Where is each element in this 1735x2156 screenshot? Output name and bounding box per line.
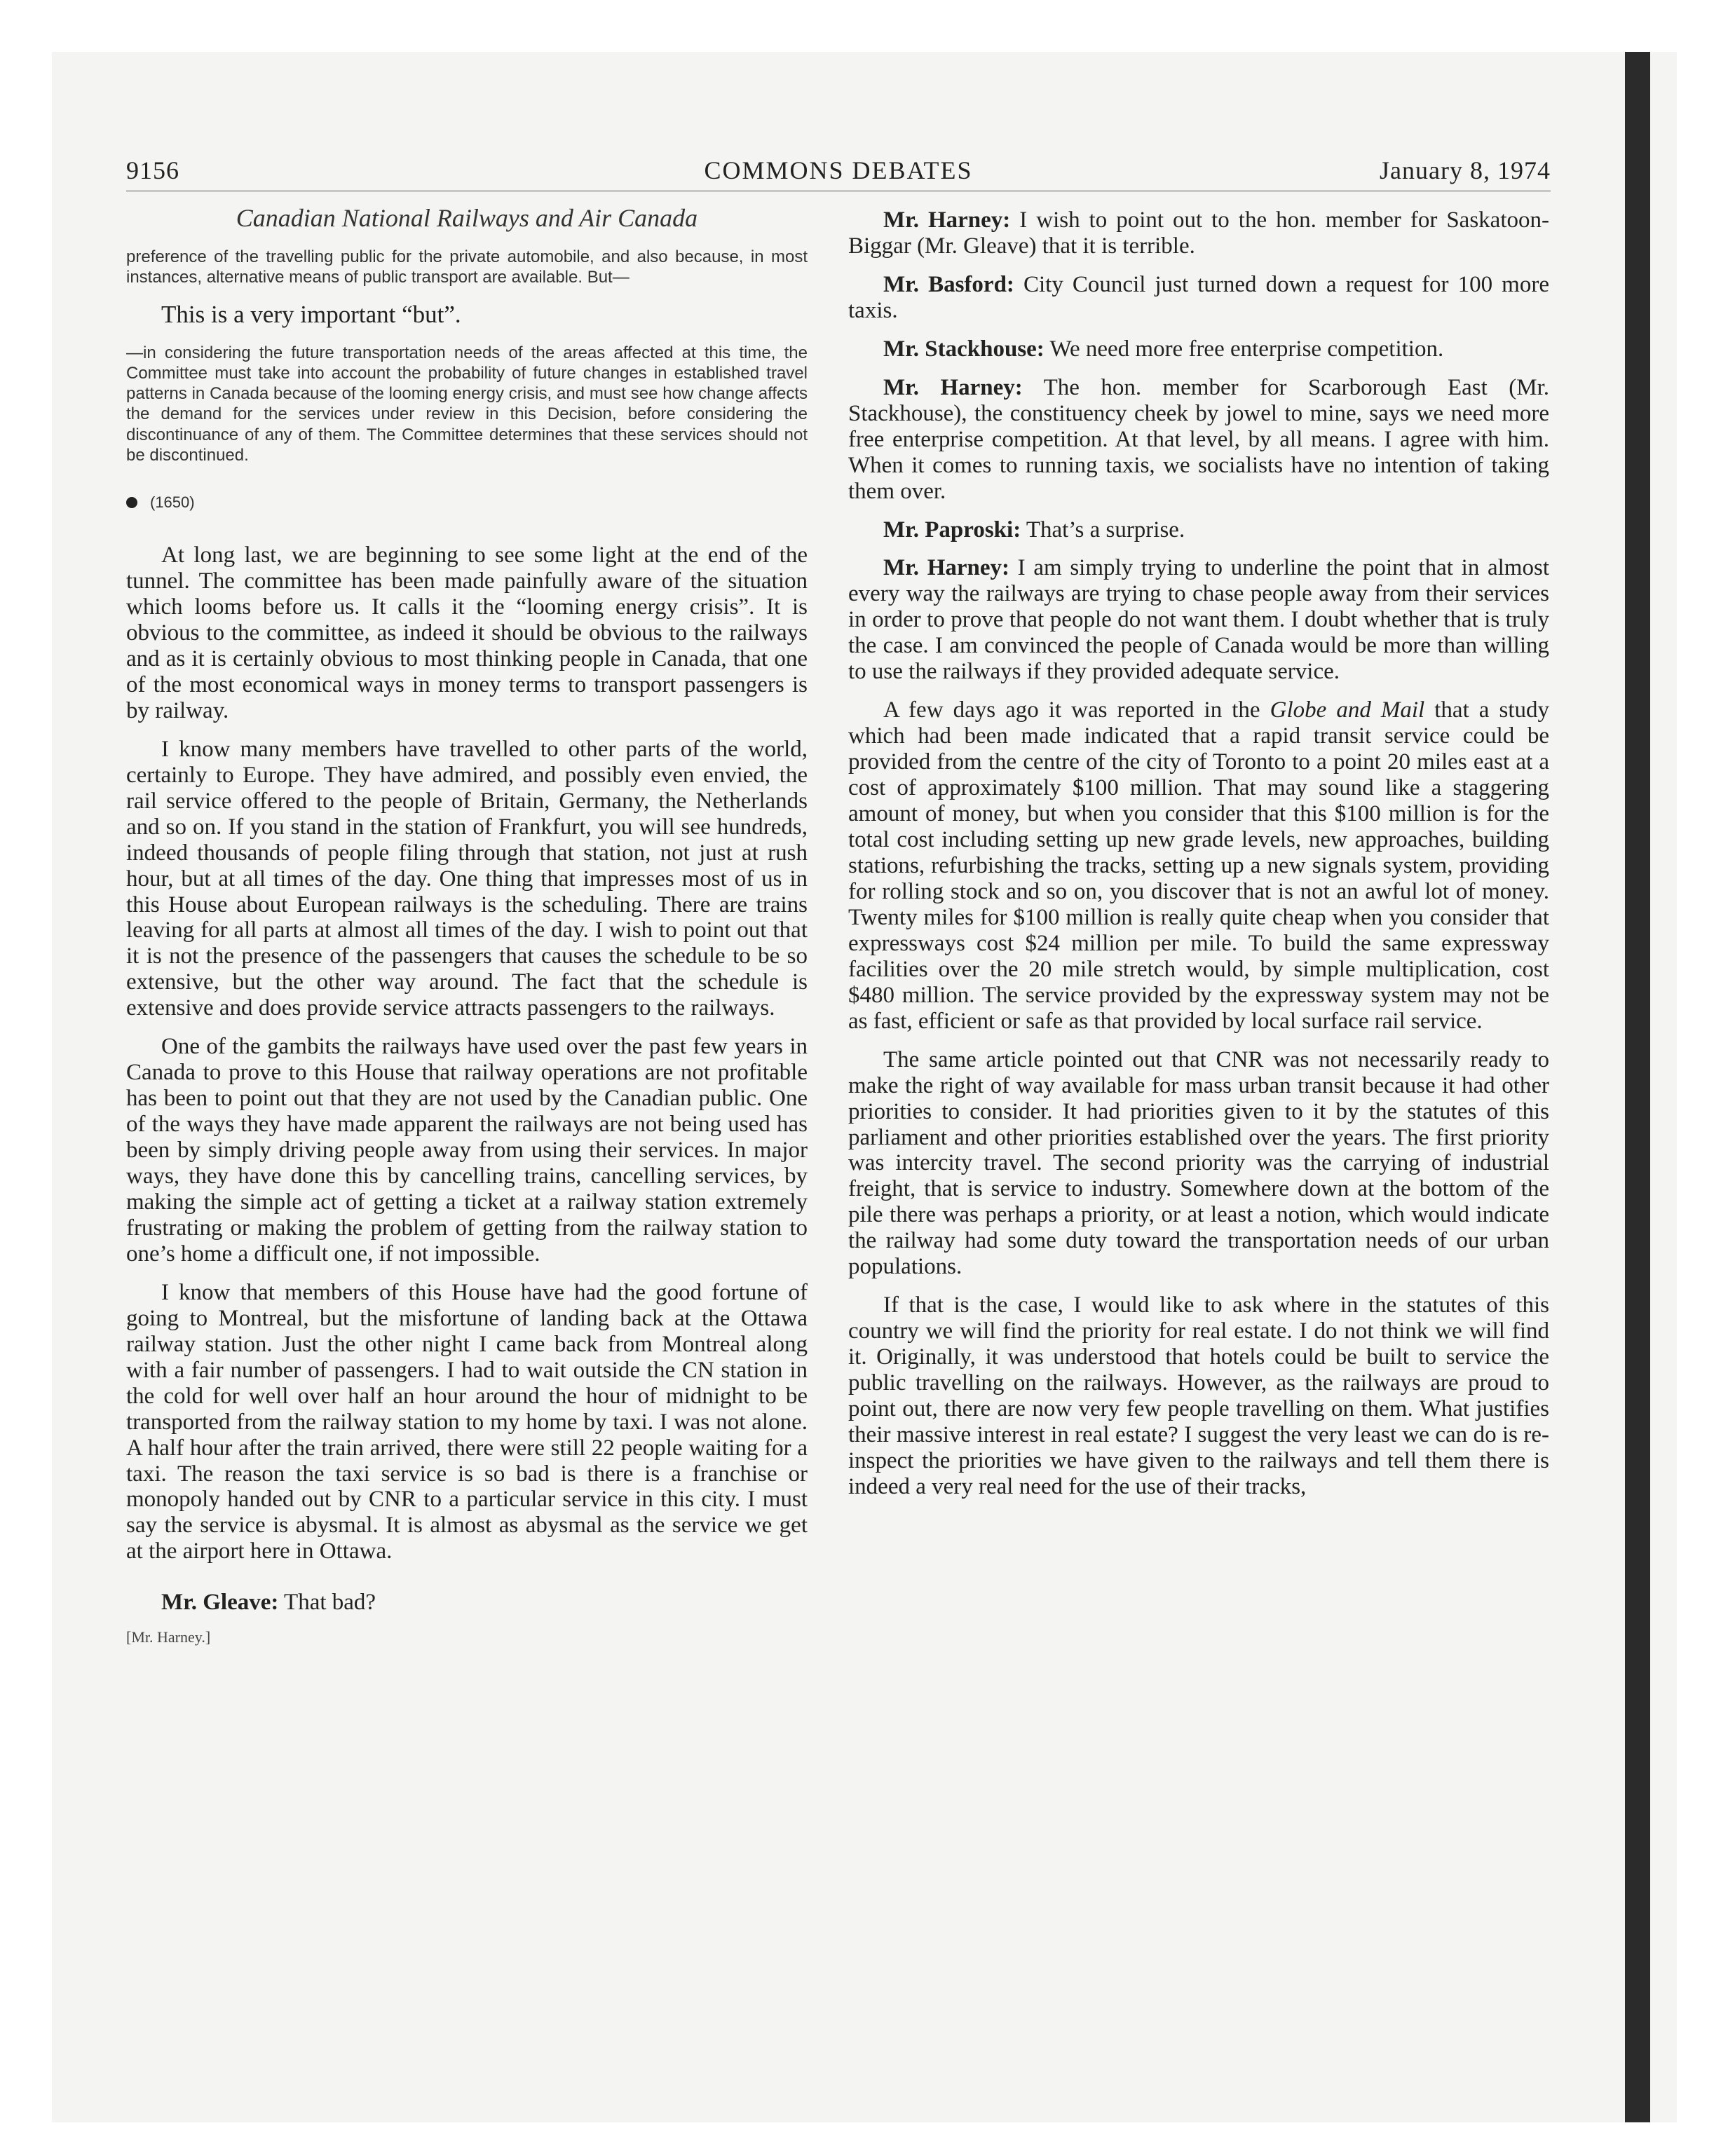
speech-text: That’s a surprise.: [1021, 517, 1185, 543]
speaker-name: Mr. Basford:: [883, 271, 1014, 297]
paragraph: At long last, we are beginning to see some light at the end of the tunnel. The committee has been made painfully aware of the situation which looms before us. It calls it the “looming energy crisis”. It is obvious to the committee, as indeed it should be obvious to the railways and as it is certainly obvious to most thinking people in Canada, that one of the most economical ways in money terms to transport passengers is by railway.: [126, 543, 808, 723]
paragraph-text: that a study which had been made indicated that a rapid transit service could be provided from the centre of the city of Toronto to a point 20 miles east at a cost of approximately $100 million. That may sound like a staggering amount of money, but when you consider that this $100 million is for the total cost including setting up new grade levels, new approaches, building stations, refurbishing the tracks, setting up a new signals system, providing for rolling stock and so on, you discover that is not an awful lot of money. Twenty miles for $100 million is really quite cheap when you consider that expressways cost $24 million per mile. To build the same expressway facilities over the 20 mile stretch would, by simple multiplication, cost $480 million. The service provided by the expressway system may not be as fast, efficient or safe as that provided by local surface rail service.: [848, 697, 1549, 1034]
speaker-name: Mr. Paproski:: [883, 517, 1021, 543]
paragraph-text: A few days ago it was reported in the: [883, 697, 1270, 723]
speaker-entry: [848, 272, 1549, 324]
quoted-decision-part-2: —in considering the future transportation needs of the areas affected at this time, the Committee must take into account the probability of future changes in established travel patterns in Canada because of the looming energy crisis, and must see how change affects the demand for the services under review in this Decision, before considering the discontinuance of any of them. The Committee determines that these services should not be discontinued.: [126, 343, 808, 465]
speaker-entry: [848, 336, 1549, 362]
paragraph: One of the gambits the railways have used over the past few years in Canada to prove to this House that railway operations are not profitable has been to point out that they are not used by the Canadian public. One of the ways they have made apparent the railways are not being used has been by simply driving people away from using their services. In major ways, they have done this by cancelling trains, cancelling services, by making the simple act of getting a ticket at a railway station extremely frustrating or making the problem of getting from the railway station to one’s home a difficult one, if not impossible.: [126, 1034, 808, 1267]
speech-text: City Council just turned down a request for 100 more taxis.: [848, 271, 1549, 323]
speaker-entry: [848, 517, 1549, 543]
interjection-text: This is a very important “but”.: [161, 300, 461, 328]
page-number: 9156: [126, 156, 179, 184]
paragraph: The same article pointed out that CNR was not necessarily ready to make the right of way available for mass urban transit because it had other priorities to consider. It had priorities given to it by the statutes of this parliament and other priorities established over the years. The first priority was intercity travel. The second priority was the carrying of industrial freight, that is service to industry. Somewhere down at the bottom of the pile there was perhaps a priority, or at least a notion, which would indicate the railway had some duty toward the transportation needs of our urban populations.: [848, 1046, 1549, 1280]
speaker-name: Mr. Stackhouse:: [883, 336, 1045, 362]
speaker-entry: [848, 555, 1549, 685]
speech-text: That bad?: [278, 1590, 376, 1616]
speaker-name: Mr. Harney:: [883, 555, 1009, 581]
paragraph: If that is the case, I would like to ask where in the statutes of this country we will find the priority for real estate. I do not think we will find it. Originally, it was understood that hotels could be built to service the public travelling on the railways. However, as the railways are proud to point out, there are now very few people travelling on them. What justifies their massive interest in real estate? I suggest the very least we can do is re-inspect the priorities we have given to the railways and tell them there is indeed a very real need for the use of their tracks,: [848, 1292, 1549, 1499]
page-header: [126, 156, 1551, 191]
continuation-note: [Mr. Harney.]: [126, 1628, 211, 1646]
speaker-entry: [126, 1590, 808, 1616]
newspaper-name: Globe and Mail: [1270, 697, 1425, 723]
right-column: [848, 203, 1549, 1513]
speech-text: I am simply trying to underline the point that in almost every way the railways are trying to chase people away from their services in order to prove that people do not want them. I doubt whether that is truly the case. I am convinced the people of Canada would be more than willing to use the railways if they provided adequate service.: [848, 555, 1549, 685]
paragraph: I know many members have travelled to other parts of the world, certainly to Europe. They have admired, and possibly even envied, the rail service offered to the people of Britain, Germany, the Netherlands and so on. If you stand in the station of Frankfurt, you will see hundreds, indeed thousands of people filing through that station, not just at rush hour, but at all times of the day. One thing that impresses most of us in this House about European railways is the scheduling. There are trains leaving for all parts at almost all times of the day. I wish to point out that it is not the presence of the passengers that causes the schedule to be so extensive, but the other way around. The fact that the schedule is extensive and does provide service attracts passengers to the railways.: [126, 736, 808, 1021]
subject-heading: Canadian National Railways and Air Canada: [236, 204, 698, 232]
publication-title: COMMONS DEBATES: [704, 156, 973, 184]
speech-text: The hon. member for Scarborough East (Mr. Stackhouse), the constituency cheek by jowel to mine, says we need more free enterprise competition. At that level, by all means. I agree with him. When it comes to running taxis, we socialists have no intention of taking them over.: [848, 374, 1549, 504]
bullet-icon: [126, 497, 137, 508]
speaker-entry: [848, 375, 1549, 505]
paragraph: I know that members of this House have had the good fortune of going to Montreal, but the misfortune of landing back at the Ottawa railway station. Just the other night I came back from Montreal along with a fair number of passengers. I had to wait outside the CN station in the cold for well over half an hour around the hour of midnight to be transported from the railway station to my home by taxi. I was not alone. A half hour after the train arrived, there were still 22 people waiting for a taxi. The reason the taxi service is so bad is there is a franchise or monopoly handed out by CNR to a particular service in this city. I must say the service is abysmal. It is almost as abysmal as the service we get at the airport here in Ottawa.: [126, 1279, 808, 1564]
speaker-name: Mr. Gleave:: [161, 1590, 279, 1616]
left-column: [126, 203, 808, 1646]
time-stamp-label: (1650): [150, 493, 195, 512]
speaker-name: Mr. Harney:: [883, 374, 1023, 400]
speaker-entry: [848, 207, 1549, 259]
scan-edge-shadow: [1625, 52, 1650, 2122]
speech-text: We need more free enterprise competition.: [1044, 336, 1444, 362]
speaker-name: Mr. Harney:: [883, 207, 1011, 233]
time-stamp: [126, 493, 808, 512]
quoted-decision-part-1: preference of the travelling public for the private automobile, and also because, in most instances, alternative means of public transport are available. But—: [126, 247, 808, 287]
debate-date: January 8, 1974: [1380, 156, 1551, 184]
speech-text: I wish to point out to the hon. member for Saskatoon-Biggar (Mr. Gleave) that it is terrible.: [848, 207, 1549, 259]
paragraph: [848, 697, 1549, 1034]
